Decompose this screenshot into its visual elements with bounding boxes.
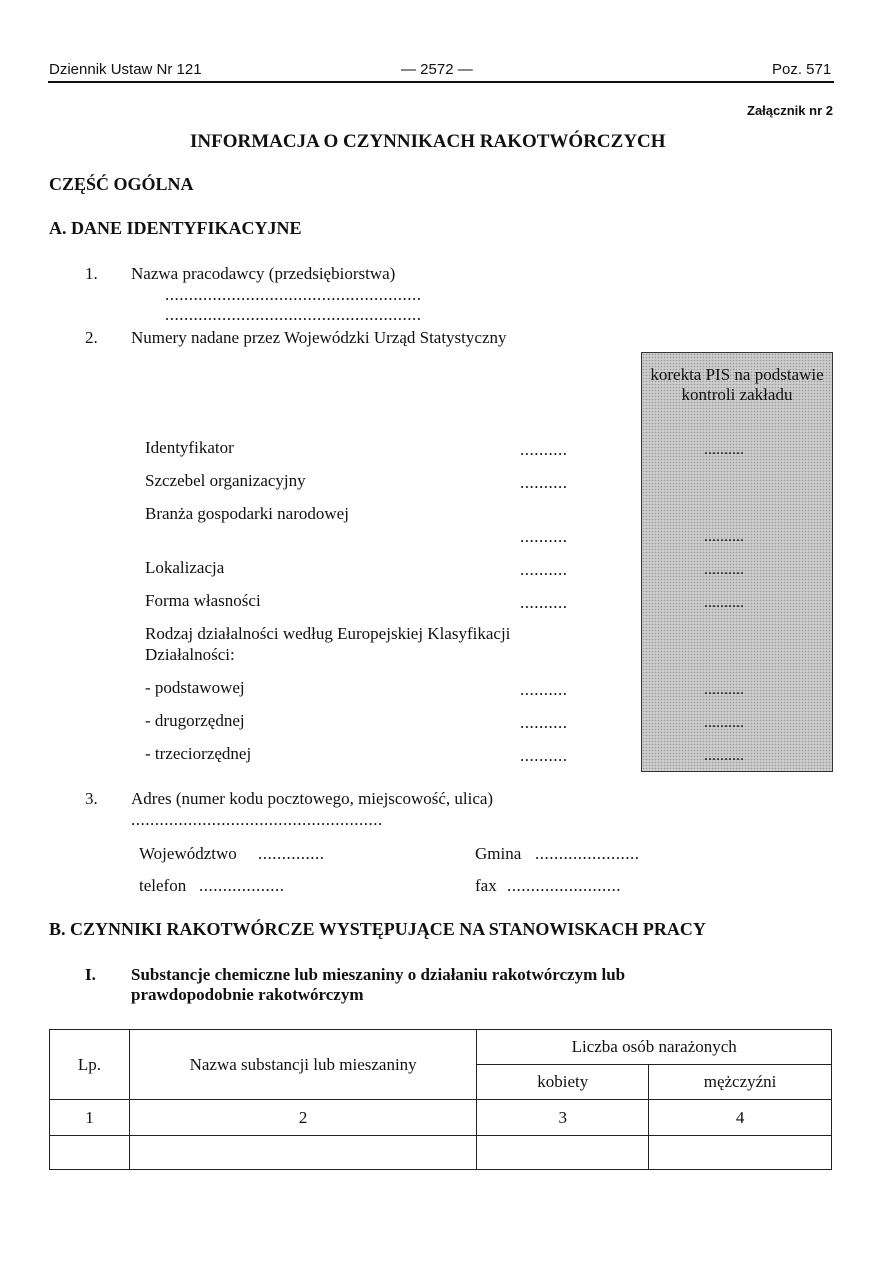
- field-rodzaj-label-1: Rodzaj działalności według Europejskiej Klasyfikacji: [145, 624, 511, 643]
- correction-lokalizacja-dots[interactable]: ..........: [704, 561, 744, 578]
- table-cell-lp[interactable]: [50, 1136, 130, 1170]
- correction-podstawowej-dots[interactable]: ..........: [704, 681, 744, 698]
- header-rule: [48, 81, 834, 83]
- gmina-label: Gmina: [475, 844, 522, 863]
- correction-box: [641, 352, 833, 772]
- field-drugorzednej-label: - drugorzędnej: [145, 711, 245, 730]
- wojewodztwo-field[interactable]: ..............: [258, 844, 325, 863]
- field-lokalizacja-dots[interactable]: ..........: [520, 560, 568, 579]
- gmina-field[interactable]: ......................: [535, 844, 640, 863]
- document-title: INFORMACJA O CZYNNIKACH RAKOTWÓRCZYCH: [190, 131, 666, 152]
- header-exposed-count: Liczba osób narażonych: [477, 1030, 832, 1065]
- correction-forma-dots[interactable]: ..........: [704, 594, 744, 611]
- section-b-heading: B. CZYNNIKI RAKOTWÓRCZE WYSTĘPUJĄCE NA STANOWISKACH PRACY: [49, 919, 706, 939]
- fax-field[interactable]: ........................: [507, 876, 621, 895]
- table-cell-men[interactable]: [649, 1136, 832, 1170]
- header-substance-name: Nazwa substancji lub mieszaniny: [129, 1030, 477, 1100]
- employer-name-field-1[interactable]: ......................................................: [165, 285, 422, 304]
- field-branza-label: Branża gospodarki narodowej: [145, 504, 349, 523]
- table-cell-women[interactable]: [477, 1136, 649, 1170]
- page-number: — 2572 —: [401, 61, 473, 78]
- field-identyfikator-dots[interactable]: ..........: [520, 440, 568, 459]
- item-1-label: Nazwa pracodawcy (przedsiębiorstwa): [131, 264, 396, 283]
- wojewodztwo-label: Województwo: [139, 844, 237, 863]
- correction-identyfikator-dots[interactable]: ..........: [704, 441, 744, 458]
- fax-label: fax: [475, 876, 497, 895]
- annex-label: Załącznik nr 2: [747, 103, 833, 118]
- field-szczebel-dots[interactable]: ..........: [520, 473, 568, 492]
- field-lokalizacja-label: Lokalizacja: [145, 558, 225, 577]
- column-number-2: 2: [129, 1100, 477, 1136]
- field-trzeciorzednej-dots[interactable]: ..........: [520, 746, 568, 765]
- section-a-heading: A. DANE IDENTYFIKACYJNE: [49, 218, 302, 238]
- employer-name-field-2[interactable]: ......................................................: [165, 305, 422, 324]
- field-trzeciorzednej-label: - trzeciorzędnej: [145, 744, 252, 763]
- column-number-3: 3: [477, 1100, 649, 1136]
- field-podstawowej-dots[interactable]: ..........: [520, 680, 568, 699]
- field-identyfikator-label: Identyfikator: [145, 438, 234, 457]
- correction-drugorzednej-dots[interactable]: ..........: [704, 714, 744, 731]
- item-1-number: 1.: [85, 264, 98, 283]
- item-3-label: Adres (numer kodu pocztowego, miejscowość, ulica): [131, 789, 494, 808]
- field-branza-dots[interactable]: ..........: [520, 527, 568, 546]
- field-forma-dots[interactable]: ..........: [520, 593, 568, 612]
- item-2-number: 2.: [85, 328, 98, 347]
- field-rodzaj-label-2: Działalności:: [145, 645, 235, 664]
- header-men: mężczyźni: [649, 1065, 832, 1100]
- table-cell-substance[interactable]: [129, 1136, 477, 1170]
- field-drugorzednej-dots[interactable]: ..........: [520, 713, 568, 732]
- subsection-title-line-1: Substancje chemiczne lub mieszaniny o działaniu rakotwórczym lub: [131, 965, 626, 984]
- position-number: Poz. 571: [772, 61, 832, 78]
- correction-trzeciorzednej-dots[interactable]: ..........: [704, 747, 744, 764]
- subsection-title-line-2: prawdopodobnie rakotwórczym: [131, 985, 364, 1004]
- item-3-number: 3.: [85, 789, 98, 808]
- column-number-4: 4: [649, 1100, 832, 1136]
- field-szczebel-label: Szczebel organizacyjny: [145, 471, 306, 490]
- telefon-field[interactable]: ..................: [199, 876, 285, 895]
- exposure-table: [49, 1029, 832, 1170]
- correction-box-title: korekta PIS na podstawie kontroli zakładu: [650, 365, 824, 404]
- address-field[interactable]: .....................................................: [131, 810, 383, 829]
- part-heading: CZĘŚĆ OGÓLNA: [49, 174, 194, 194]
- field-forma-label: Forma własności: [145, 591, 261, 610]
- item-2-label: Numery nadane przez Wojewódzki Urząd Statystyczny: [131, 328, 507, 347]
- column-number-1: 1: [50, 1100, 130, 1136]
- journal-title: Dziennik Ustaw Nr 121: [49, 61, 202, 78]
- header-women: kobiety: [477, 1065, 649, 1100]
- telefon-label: telefon: [139, 876, 187, 895]
- correction-branza-dots[interactable]: ..........: [704, 528, 744, 545]
- header-lp: Lp.: [50, 1030, 130, 1100]
- subsection-number: I.: [85, 965, 96, 984]
- field-podstawowej-label: - podstawowej: [145, 678, 245, 697]
